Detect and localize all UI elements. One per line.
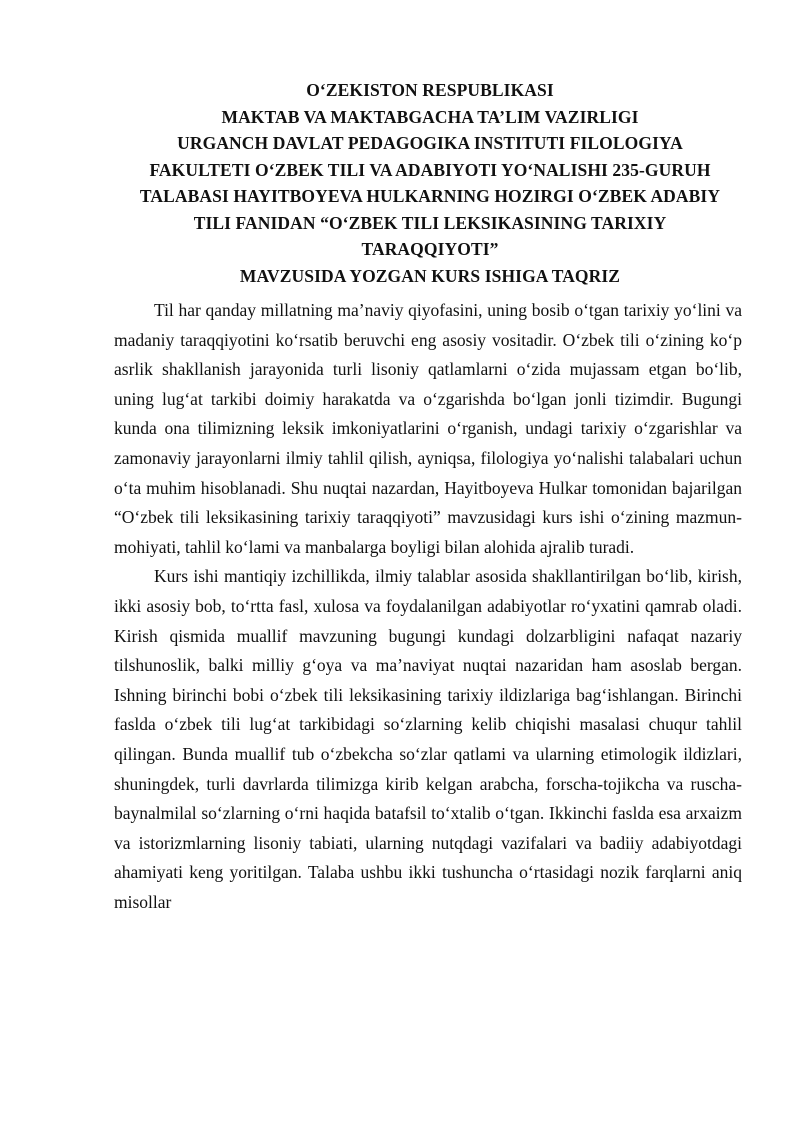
title-line: O‘ZEKISTON RESPUBLIKASI — [306, 80, 554, 100]
title-line: TILI FANIDAN “O‘ZBEK TILI LEKSIKASINING TARIXIY — [193, 212, 667, 233]
body-paragraph: Kurs ishi mantiqiy izchillikda, ilmiy talablar asosida shakllantirilgan bo‘lib, kirish, ikki asosiy bob, to‘rtta fasl, xulosa va foydalanilgan adabiyotlar ro‘yxatini qamrab oladi. Kirish qismida muallif mavzuning bugungi kundagi dolzarbligini nafaqat nazariy tilshunoslik, balki milliy g‘oya va ma’naviyat nuqtai nazaridan ham asoslab bergan. Ishning birinchi bobi o‘zbek tili leksikasining tarixiy ildizlariga bag‘ishlangan. Birinchi faslda o‘zbek tili lug‘at tarkibidagi so‘zlarning kelib chiqishi masalasi chuqur tahlil qilingan. Bunda muallif tub o‘zbekcha so‘zlar qatlami va ularning etimologik ildizlari, shuningdek, turli davrlarda tilimizga kirib kelgan arabcha, forscha-tojikcha va ruscha-baynalmilal so‘zlarning o‘rni haqida batafsil to‘xtalib o‘tgan. Ikkinchi faslda esa arxaizm va istorizmlarning lisoniy tabiati, ularning nutqdagi vazifalari va badiiy adabiyotdagi ahamiyati keng yoritilgan. Talaba ushbu ikki tushuncha o‘rtasidagi nozik farqlarni aniq misollar — [114, 566, 742, 912]
title-line: FAKULTETI O‘ZBEK TILI VA ADABIYOTI YO‘NALISHI 235-GURUH — [149, 159, 711, 180]
title-line: TARAQQIYOTI” — [361, 239, 499, 259]
document-title — [110, 77, 750, 289]
body-paragraph: Til har qanday millatning ma’naviy qiyofasini, uning bosib o‘tgan tarixiy yo‘lini va madaniy taraqqiyotini ko‘rsatib beruvchi eng asosiy vositadir. O‘zbek tili o‘zining ko‘p asrlik shakllanish jarayonida turli lisoniy qatlamlarni o‘zida mujassam etgan bo‘lib, uning lug‘at tarkibi doimiy harakatda va o‘zgarishda bo‘lgan jonli tizimdir. Bugungi kunda ona tilimizning leksik imkoniyatlarini o‘rganish, undagi tarixiy o‘zgarishlar va zamonaviy jarayonlarni ilmiy tahlil qilish, ayniqsa, filologiya yo‘nalishi talabalari uchun o‘ta muhim hisoblanadi. Shu nuqtai nazardan, Hayitboyeva Hulkar tomonidan bajarilgan “O‘zbek tili leksikasining tarixiy taraqqiyoti” mavzusidagi kurs ishi o‘zining mazmun-mohiyati, tahlil ko‘lami va manbalarga boyligi bilan alohida ajralib turadi. — [114, 300, 742, 557]
title-line: TALABASI HAYITBOYEVA HULKARNING HOZIRGI O‘ZBEK ADABIY — [139, 186, 721, 206]
title-line: URGANCH DAVLAT PEDAGOGIKA INSTITUTI FILOLOGIYA — [177, 133, 683, 153]
document-body — [114, 296, 742, 917]
title-line: MAKTAB VA MAKTABGACHA TA’LIM VAZIRLIGI — [221, 106, 639, 127]
title-line: MAVZUSIDA YOZGAN KURS ISHIGA TAQRIZ — [239, 265, 621, 286]
